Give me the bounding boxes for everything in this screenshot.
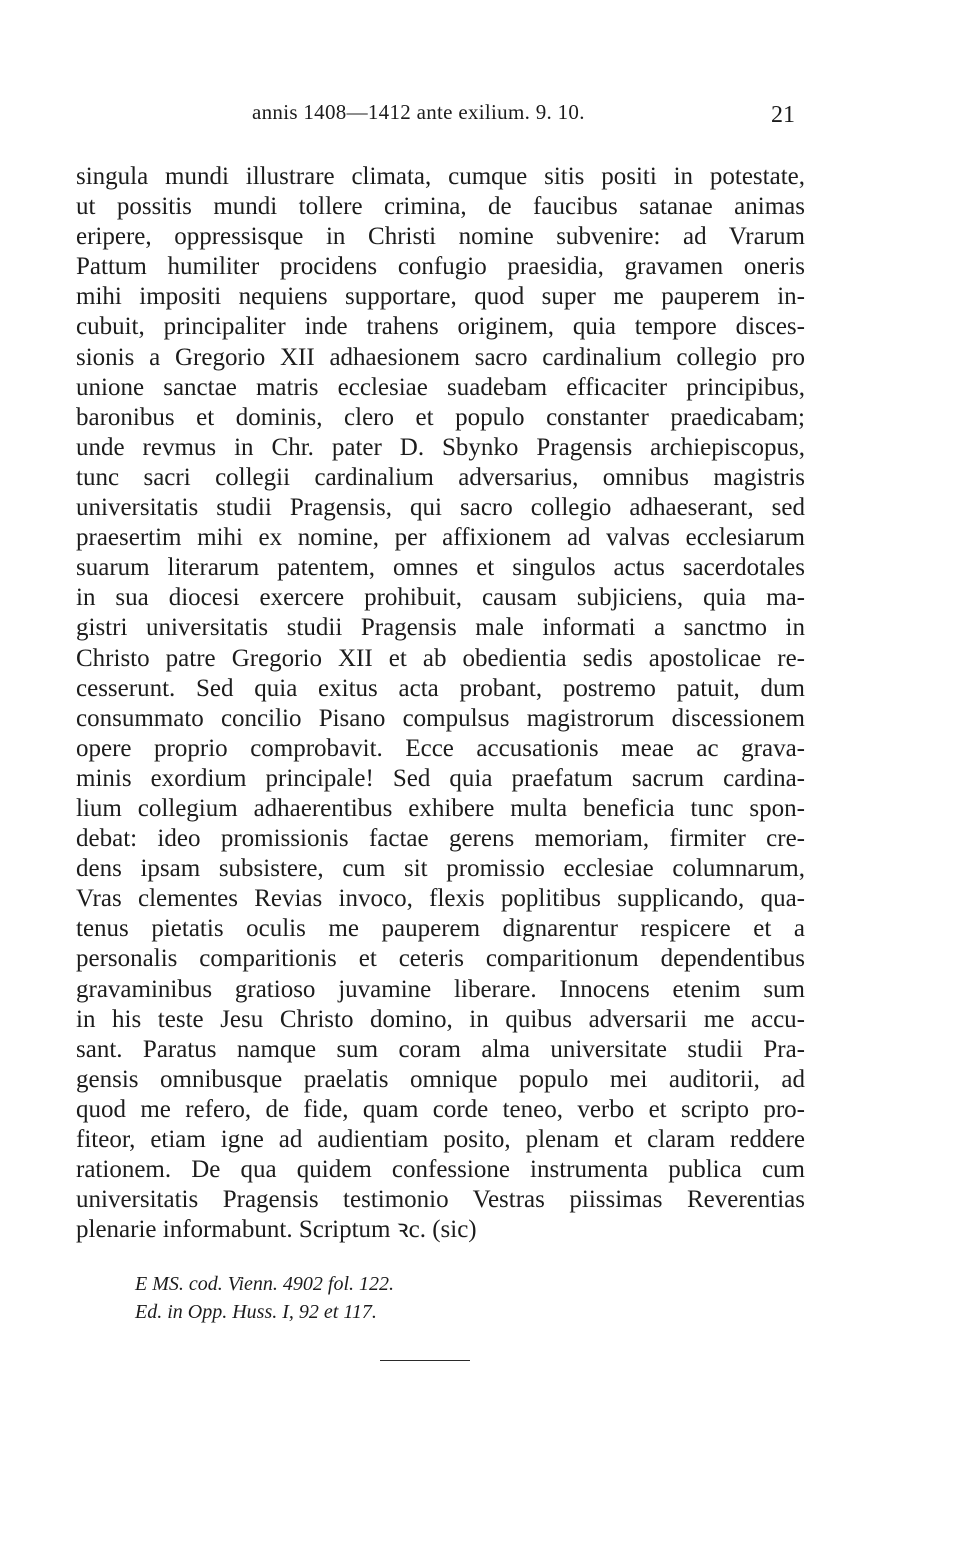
text-line: universitatis studii Pragensis, qui sacro collegio adhaeserant, sed <box>76 494 805 522</box>
text-line: unione sanctae matris ecclesiae suadebam efficaciter principibus, <box>76 373 805 401</box>
source-notes <box>135 1270 735 1326</box>
text-line: Vras clementes Revias invoco, flexis poplitibus supplicando, qua- <box>76 885 805 913</box>
text-line: rationem. De qua quidem confessione instrumenta publica cum <box>76 1156 805 1184</box>
text-line: tunc sacri collegii cardinalium adversarius, omnibus magistris <box>76 463 805 491</box>
text-line: lium collegium adhaerentibus exhibere multa beneficia tunc spon- <box>76 794 805 822</box>
text-line: gravaminibus gratioso juvamine liberare. Innocens etenim sum <box>76 975 805 1003</box>
text-line: praesertim mihi ex nomine, per affixionem ad valvas ecclesiarum <box>76 524 805 552</box>
text-line: Pattum humiliter procidens confugio praesidia, gravamen oneris <box>76 253 805 281</box>
text-line: sionis a Gregorio XII adhaesionem sacro cardinalium collegio pro <box>76 343 805 371</box>
text-line: consummato concilio Pisano compulsus magistrorum discessionem <box>76 704 805 732</box>
text-line: sant. Paratus namque sum coram alma universitate studii Pra- <box>76 1035 805 1063</box>
page-number: 21 <box>771 102 795 128</box>
text-line: unde revmus in Chr. pater D. Sbynko Pragensis archiepiscopus, <box>76 433 805 461</box>
text-line: debat: ideo promissionis factae gerens memoriam, firmiter cre- <box>76 825 805 853</box>
text-line: fiteor, etiam igne ad audientiam posito, plenam et claram reddere <box>76 1126 805 1153</box>
text-line: minis exordium principale! Sed quia praefatum sacrum cardina- <box>76 764 805 792</box>
text-line: singula mundi illustrare climata, cumque sitis positi in potestate, <box>76 163 805 190</box>
text-line: quod me refero, de fide, quam corde teneo, verbo et scripto pro- <box>76 1095 805 1123</box>
body-text <box>76 162 805 1245</box>
text-line: suarum literarum patentem, omnes et singulos actus sacerdotales <box>76 554 805 582</box>
text-line: opere proprio comprobavit. Ecce accusationis meae ac grava- <box>76 734 805 762</box>
source-note: Ed. in Opp. Huss. I, 92 et 117. <box>135 1301 377 1323</box>
source-note: E MS. cod. Vienn. 4902 fol. 122. <box>135 1273 395 1295</box>
text-line: cesserunt. Sed quia exitus acta probant, postremo patuit, dum <box>76 674 805 702</box>
text-line: plenarie informabunt. Scriptum ꝛc. (sic) <box>76 1216 477 1244</box>
text-line: in his teste Jesu Christo domino, in quibus adversarii me accu- <box>76 1005 805 1033</box>
end-rule-divider <box>380 1360 470 1361</box>
text-line: mihi impositi nequiens supportare, quod super me pauperem in- <box>76 283 805 311</box>
text-line: personalis comparitionis et ceteris comparitionum dependentibus <box>76 945 805 973</box>
text-line: dens ipsam subsistere, cum sit promissio ecclesiae columnarum, <box>76 855 805 883</box>
text-line: gistri universitatis studii Pragensis male informati a sanctmo in <box>76 614 805 642</box>
text-line: gensis omnibusque praelatis omnique populo mei auditorii, ad <box>76 1065 805 1093</box>
text-line: universitatis Pragensis testimonio Vestras piissimas Reverentias <box>76 1186 805 1214</box>
text-line: tenus pietatis oculis me pauperem dignarentur respicere et a <box>76 915 805 943</box>
text-line: in sua diocesi exercere prohibuit, causam subjiciens, quia ma- <box>76 584 805 612</box>
text-line: baronibus et dominis, clero et populo constanter praedicabam; <box>76 403 805 431</box>
text-line: cubuit, principaliter inde trahens originem, quia tempore disces- <box>76 313 805 341</box>
running-title: annis 1408—1412 ante exilium. 9. 10. <box>252 100 585 124</box>
text-line: Christo patre Gregorio XII et ab obedientia sedis apostolicae re- <box>76 644 805 672</box>
text-line: ut possitis mundi tollere crimina, de faucibus satanae animas <box>76 193 805 221</box>
text-line: eripere, oppressisque in Christi nomine subvenire: ad Vrarum <box>76 223 805 251</box>
running-head <box>0 100 960 130</box>
